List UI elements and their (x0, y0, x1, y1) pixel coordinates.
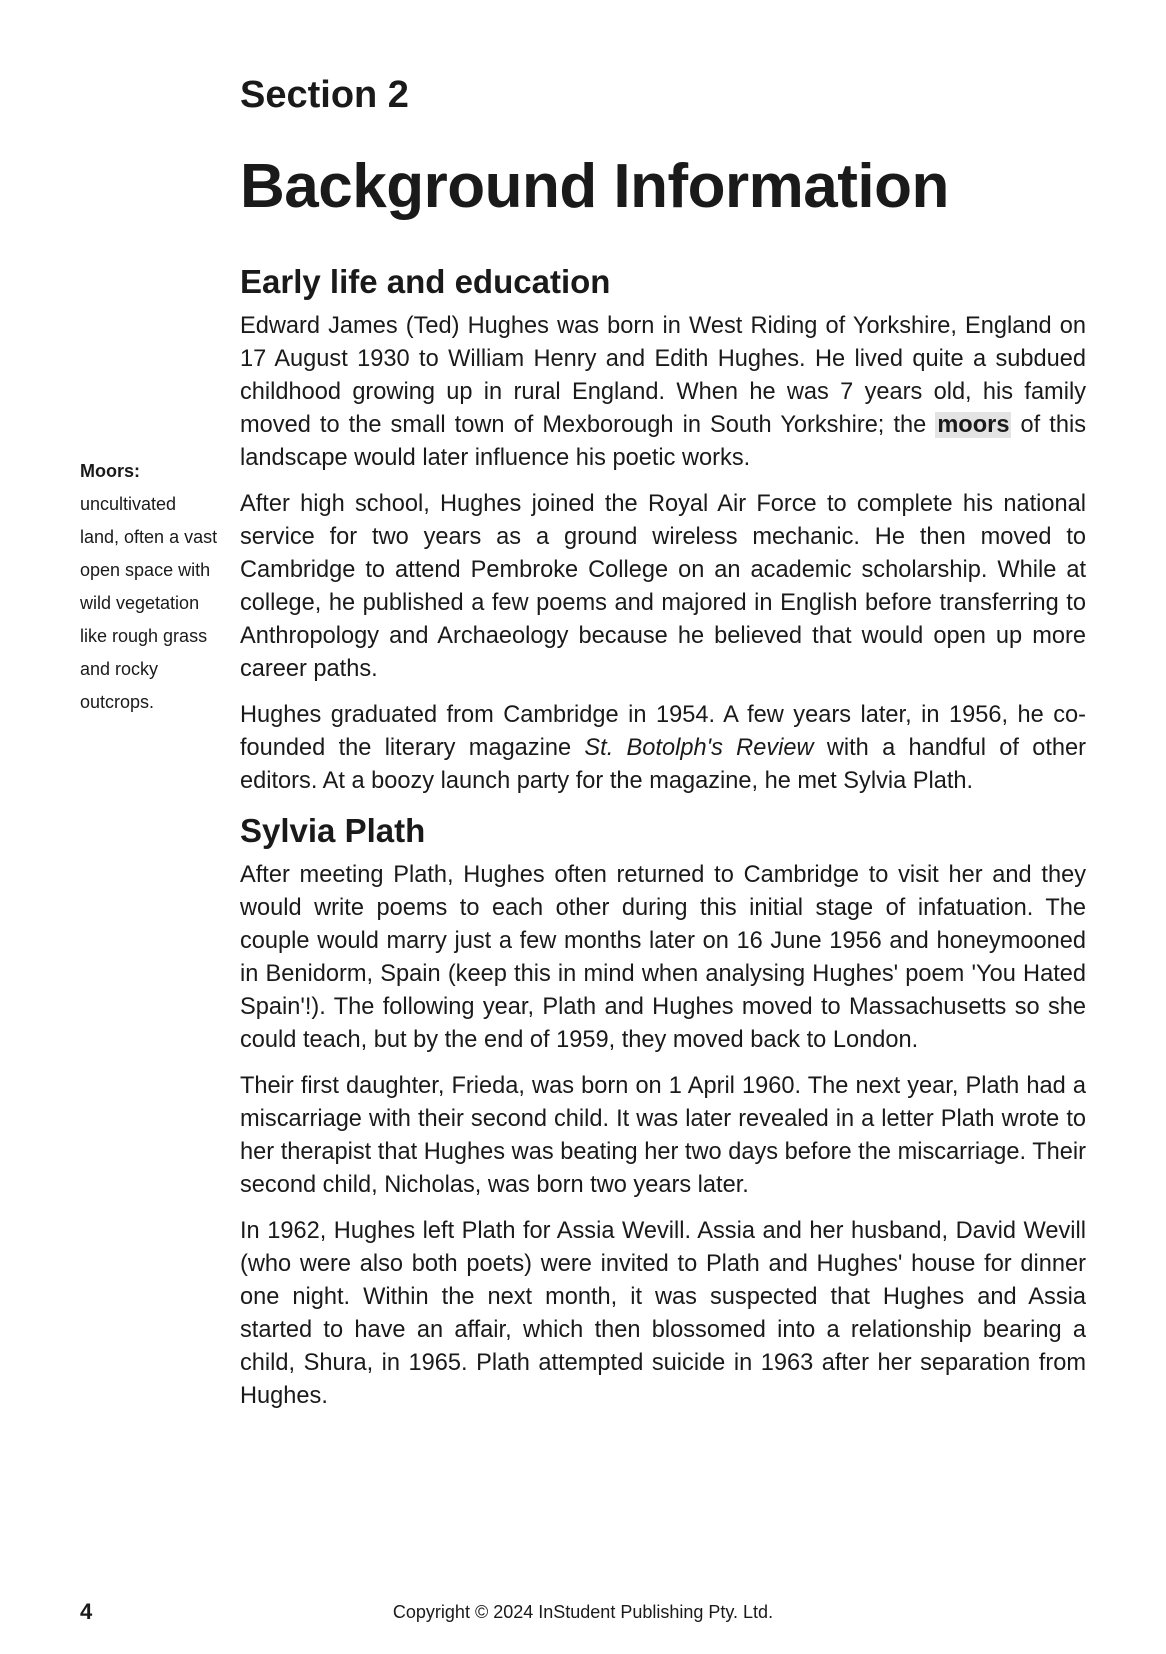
early-life-heading: Early life and education (240, 263, 611, 300)
section-label: Section 2 (240, 74, 409, 116)
glossary-sidebar (80, 455, 220, 719)
early-life-paragraph-1 (240, 310, 1086, 475)
sylvia-paragraph-2: Their first daughter, Frieda, was born on 1 April 1960. The next year, Plath had a miscarriage with their second child. It was later revealed in a letter Plath wrote to her therapist that Hughes was beating her two days before the miscarriage. Their second child, Nicholas, was born two years later. (240, 1073, 1086, 1198)
early-life-paragraph-3 (240, 699, 1086, 798)
paragraph-text: Hughes graduated from Cambridge in 1954. A few years later, in 1956, he co-founded the literary magazine (240, 702, 1086, 761)
copyright-notice: Copyright © 2024 InStudent Publishing Pty. Ltd. (392, 1602, 774, 1622)
sylvia-plath-section (240, 811, 1086, 1413)
early-life-paragraph-2: After high school, Hughes joined the Royal Air Force to complete his national service for two years as a ground wireless mechanic. He then moved to Cambridge to attend Pembroke College on an academic scholarship. While at college, he published a few poems and majored in English before transferring to Anthropology and Archaeology because he believed that would open up more career paths. (240, 491, 1086, 682)
page-title: Background Information (240, 152, 949, 221)
sylvia-paragraph-3: In 1962, Hughes left Plath for Assia Wevill. Assia and her husband, David Wevill (who were also both poets) were invited to Plath and Hughes' house for dinner one night. Within the next month, it was suspected that Hughes and Assia started to have an affair, which then blossomed into a relationship bearing a child, Shura, in 1965. Plath attempted suicide in 1963 after her separation from Hughes. (240, 1218, 1086, 1409)
paragraph-text: of this landscape would later influence his poetic works. (240, 412, 1086, 471)
glossary-term-highlight: moors (937, 412, 1010, 438)
glossary-term: Moors: (80, 461, 140, 481)
page-number: 4 (80, 1599, 93, 1624)
sylvia-paragraph-1: After meeting Plath, Hughes often returned to Cambridge to visit her and they would write poems to each other during this initial stage of infatuation. The couple would marry just a few months later on 16 June 1956 and honeymooned in Benidorm, Spain (keep this in mind when analysing Hughes' poem 'You Hated Spain'!). The following year, Plath and Hughes moved to Massachusetts so she could teach, but by the end of 1959, they moved back to London. (240, 862, 1086, 1053)
main-content (240, 262, 1086, 1426)
paragraph-text: with a handful of other editors. At a boozy launch party for the magazine, he met Sylvia Plath. (240, 735, 1087, 794)
early-life-section (240, 262, 1086, 798)
paragraph-text: Edward James (Ted) Hughes was born in West Riding of Yorkshire, England on 17 August 1930 to William Henry and Edith Hughes. He lived quite a subdued childhood growing up in rural England. When he was 7 years old, his family moved to the small town of Mexborough in South Yorkshire; the (240, 313, 1086, 438)
sylvia-plath-heading: Sylvia Plath (240, 812, 426, 849)
glossary-definition: uncultivated land, often a vast open space with wild vegetation like rough grass and rocky outcrops. (80, 494, 218, 712)
magazine-title: St. Botolph's Review (584, 735, 814, 761)
